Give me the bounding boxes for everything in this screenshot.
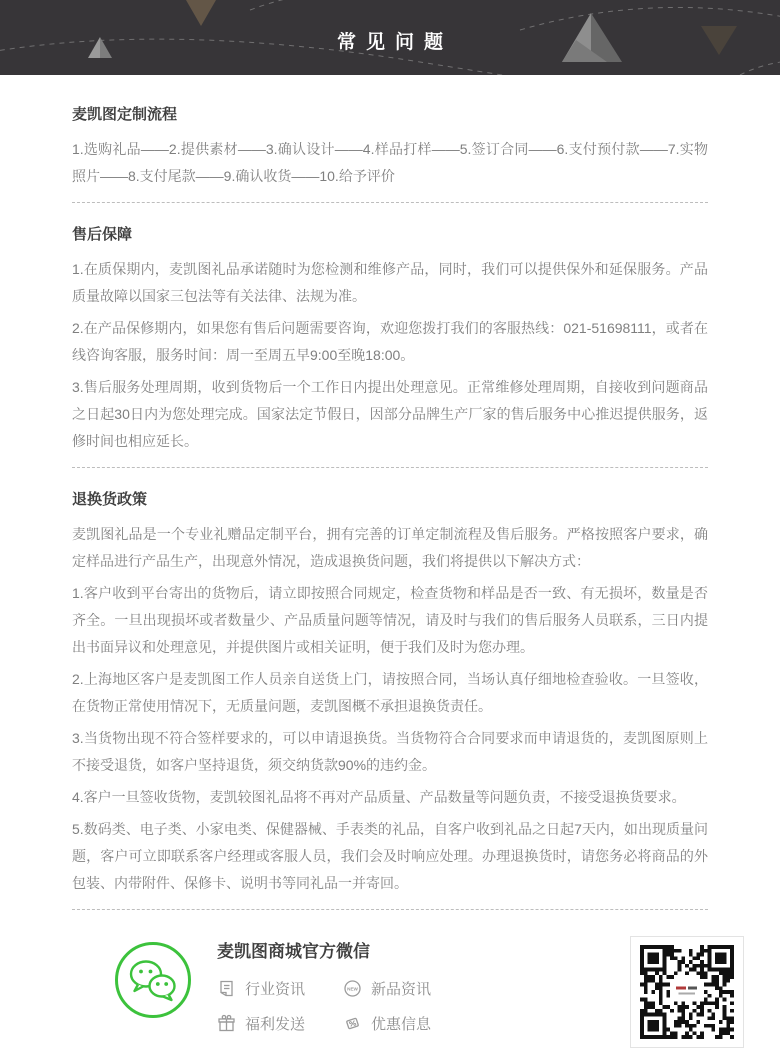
content-area — [0, 105, 780, 910]
footer — [0, 910, 780, 1048]
feature-item-discounts — [343, 1013, 431, 1034]
returns-paragraph: 5.数码类、电子类、小家电类、保健器械、手表类的礼品，自客户收到礼品之日起7天内，如出现质量问题，客户可立即联系客户经理或客服人员，我们会及时响应处理。办理退换货时，请您务必将商品的外包装、内带附件、保修卡、说明书等同礼品一并寄回。 — [72, 821, 708, 891]
gift-icon — [217, 1014, 236, 1033]
news-doc-icon — [217, 979, 236, 998]
page-title: 常见问题 — [336, 32, 453, 53]
section-process — [72, 105, 708, 190]
returns-paragraph: 3.当货物出现不符合签样要求的，可以申请退换货。当货物符合合同要求而申请退货的，麦凯图原则上不接受退货，如客户坚持退货，须交纳货款90%的违约金。 — [72, 730, 708, 773]
feature-label: 优惠信息 — [371, 1016, 432, 1033]
page-header — [0, 0, 780, 75]
new-badge-icon — [343, 979, 362, 998]
dashed-divider — [72, 202, 708, 203]
feature-item-benefits — [217, 1013, 305, 1034]
feature-label: 新品资讯 — [371, 981, 432, 998]
section-returns — [72, 490, 708, 897]
returns-intro: 麦凯图礼品是一个专业礼赠品定制平台，拥有完善的订单定制流程及售后服务。严格按照客户要求，确定样品进行产品生产，出现意外情况，造成退换货问题，我们将提供以下解决方式： — [72, 526, 708, 569]
process-steps-text: 1.选购礼品——2.提供素材——3.确认设计——4.样品打样——5.签订合同——6.支付预付款——7.实物照片——8.支付尾款——9.确认收货——10.给予评价 — [72, 141, 708, 184]
footer-wechat-info — [217, 937, 431, 1034]
returns-paragraph: 1.客户收到平台寄出的货物后，请立即按照合同规定，检查货物和样品是否一致、有无损坏，数量是否齐全。一旦出现损坏或者数量少、产品质量问题等情况，请及时与我们的售后服务人员联系，三日内提出书面异议和处理意见，并提供图片或相关证明，便于我们及时为您办理。 — [72, 585, 708, 655]
feature-label: 行业资讯 — [245, 981, 306, 998]
returns-paragraph: 2.上海地区客户是麦凯图工作人员亲自送货上门，请按照合同，当场认真仔细地检查验收。一旦签收，在货物正常使用情况下，无质量问题，麦凯图概不承担退换货责任。 — [72, 671, 708, 714]
wechat-logo-icon — [113, 940, 193, 1020]
dashed-divider — [72, 467, 708, 468]
feature-item-new-products — [343, 978, 431, 999]
wechat-feature-grid — [217, 978, 431, 1034]
returns-heading: 退换货政策 — [72, 491, 148, 508]
aftersales-paragraph: 2.在产品保修期内，如果您有售后问题需要咨询，欢迎您拨打我们的客服热线：021-51698111，或者在线咨询客服，服务时间：周一至周五早9:00至晚18:00。 — [72, 320, 708, 363]
coupon-icon — [343, 1014, 362, 1033]
feature-label: 福利发送 — [245, 1016, 306, 1033]
svg-text:NEW: NEW — [347, 986, 358, 992]
returns-paragraph: 4.客户一旦签收货物，麦凯较图礼品将不再对产品质量、产品数量等问题负责，不接受退换货要求。 — [72, 789, 686, 805]
aftersales-paragraph: 1.在质保期内，麦凯图礼品承诺随时为您检测和维修产品，同时，我们可以提供保外和延保服务。产品质量故障以国家三包法等有关法律、法规为准。 — [72, 261, 708, 304]
process-heading: 麦凯图定制流程 — [72, 106, 178, 123]
qr-code — [630, 936, 744, 1048]
wechat-account-title: 麦凯图商城官方微信 — [217, 942, 370, 961]
aftersales-paragraph: 3.售后服务处理周期，收到货物后一个工作日内提出处理意见。正常维修处理周期，自接收到问题商品之日起30日内为您处理完成。国家法定节假日，因部分品牌生产厂家的售后服务中心推迟提供服务，返修时间也相应延长。 — [72, 379, 708, 449]
feature-item-industry-news — [217, 978, 305, 999]
aftersales-heading: 售后保障 — [72, 226, 133, 243]
section-aftersales — [72, 225, 708, 455]
